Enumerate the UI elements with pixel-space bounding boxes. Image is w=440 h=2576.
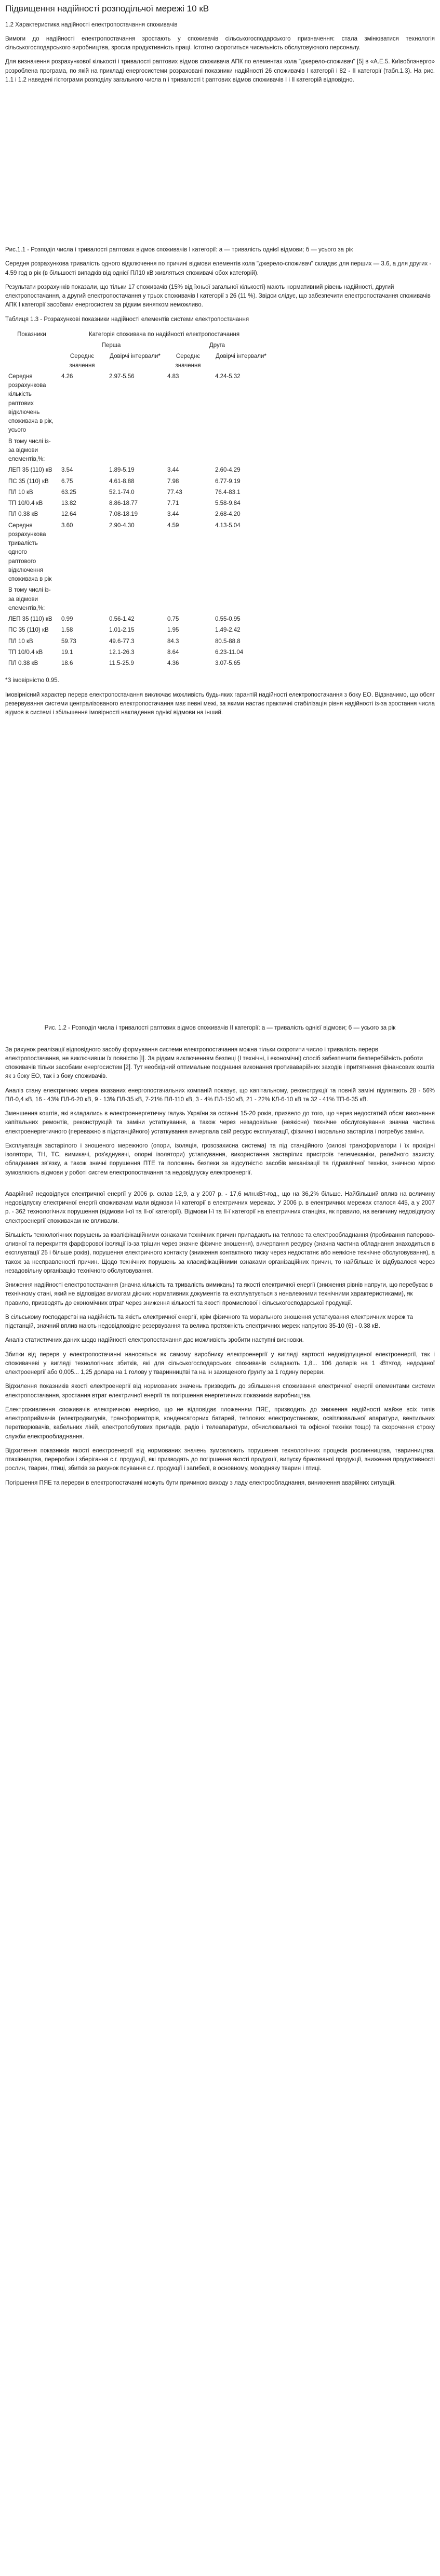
table-cell-label: ЛЕП 35 (110) кВ [8, 616, 52, 622]
paragraph: Аналіз статистичних даних щодо надійності електропостачання дає можливість зробити наступні висновки. [5, 1337, 304, 1344]
table-cell-second-avg: 7.71 [167, 500, 179, 506]
table-cell-first-avg: 63.25 [61, 489, 76, 496]
table-cell-first-avg: 13.82 [61, 500, 76, 506]
table-cell-second-avg: 7.98 [167, 478, 179, 485]
table-cell-second-avg: 3.44 [167, 511, 179, 518]
table-cell-label: В тому числі із-за відмови елементів,%: [8, 587, 51, 611]
table-row [5, 371, 270, 436]
table-row [5, 436, 270, 465]
section-heading: 1.2 Характеристика надійності електропостачання споживачів [5, 21, 178, 28]
table-cell-second-avg: 84.3 [167, 638, 179, 645]
table-cell-second-conf: 5.58-9.84 [215, 500, 241, 506]
table-cell-second-conf: 1.49-2.42 [215, 627, 241, 634]
table-cell-first-avg: 59.73 [61, 638, 76, 645]
table-cell-second-conf: 4.24-5.32 [215, 373, 241, 380]
table-cell-label: ПС 35 (110) кВ [8, 627, 49, 634]
table-header-avg: Середнє значення [175, 353, 201, 369]
table-cell-label: ПЛ 0.38 кВ [8, 511, 38, 518]
table-cell-first-conf: 11.5-25.9 [109, 660, 134, 666]
table-row [5, 614, 270, 625]
table-body [5, 371, 270, 670]
table-header-second: Друга [209, 342, 225, 349]
figure-1-1 [5, 90, 435, 246]
page [0, 2, 440, 1488]
table-cell-first-conf: 12.1-26.3 [109, 649, 135, 656]
paragraph: Зменшення коштів, які вкладались в електроенергетичну галузь України за останні 15-20 років, призвело до того, що через недостатній обсяг виконання капітальних ремонтів, реконструкцій та заміни устаткування, а також через незадовільне (неякісне) технічне обслуговування значна частина електроенергетичного (переважно в підстанційного) устаткування вичерпала свій ресурс експлуатації, фізично і морально застаріла і потребує заміни. [5, 1111, 435, 1135]
table-cell-second-conf: 2.60-4.29 [215, 467, 241, 474]
paragraph: Погіршення ПЯЕ та перерви в електропостачанні можуть бути причиною виходу з ладу електрообладнання, виникнення аварійних ситуацій. [5, 1479, 396, 1486]
table-cell-second-avg: 4.83 [167, 373, 179, 380]
table-cell-second-conf: 2.68-4.20 [215, 511, 241, 518]
table-cell-second-avg: 0.75 [167, 616, 179, 622]
table-cell-second-avg: 77.43 [167, 489, 182, 496]
table-cell-label: Середня розрахункова тривалість одного раптового відключення споживача в рік [8, 522, 52, 582]
table-cell-first-conf: 4.61-8.88 [109, 478, 135, 485]
paragraph: Збитки від перерв у електропостачанні наносяться як самому виробнику електроенергії у вигляді вартості недовідпущеної електроенергії, так і споживачеві у вигляді технологічних збитків, які для сільськогосподарських споживачів складають 1,8... 106 доларів на 1 кВт×год. недоданої електроенергії або 0,005... 1,25 долара на 1 голову у тваринництві та на ін захищеного ґрунту за 1 годину перерви. [5, 1351, 435, 1376]
table-header-indicators: Показники [17, 331, 46, 338]
table-cell-first-conf: 1.89-5.19 [109, 467, 135, 474]
paragraph: Відхилення показників якості електроенергії від нормованих значень призводить до збільшення споживання електричної енергії елементами системи електропостачання, зростання втрат електричної енергії та погіршення енергетичних показників виробництва. [5, 1383, 435, 1399]
paragraph: Експлуатація застарілого і зношеного мережного (опори, ізоляція, грозозахисна система) та під станційного (силові трансформатори і їх прохідні ізолятори, ТН, ТС, вимикачі, роз'єднувачі, опорні ізолятори) устаткування, використання застарілих пристроїв телемеханіки, релейного захисту, обладнання зв'язку, а також значні порушення ПТЕ та положень безпеки за відсутністю засобів механізації та гідравлічної техніки, значною мірою зумовлюють відмови у роботі систем електропостачання та недовідпуску електроенергії. [5, 1142, 435, 1176]
table-row [5, 647, 270, 658]
table-row [5, 487, 270, 498]
table-cell-first-avg [58, 585, 106, 614]
table-cell-second-avg: 1.95 [167, 627, 179, 634]
figure-1-2-caption: Рис. 1.2 - Розподіл числа і тривалості раптових відмов споживачів II категорії: а — тривалість однієї відмови; б — усього за рік [44, 1025, 396, 1032]
table-header-conf: Довірчі інтервали* [216, 353, 266, 360]
table-cell-label: ПЛ 10 кВ [8, 638, 33, 645]
paragraph: Аварійний недовідпуск електричної енергії у 2006 р. склав 12,9, а у 2007 р. - 17,6 млн.кВт-год., що на 36,2% більше. Найбільший вплив на величину недовідпуску електричної енергії споживачам мали відмови I-ї категорії в електричних мережах. У 2006 р. в електричних мережах сталося 445, а у 2007 р. - 362 технологічних порушення (відмови I-ої та II-ої категорії). Відмови I-ї та II-ї категорії на електричних станціях, як правило, на величину недовідпуску електроенергії споживачам не впливали. [5, 1191, 435, 1224]
table-header-conf: Довірчі інтервали* [110, 353, 161, 360]
table-cell-label: ПС 35 (110) кВ [8, 478, 49, 485]
reliability-table [5, 329, 270, 670]
table-cell-second-conf: 80.5-88.8 [215, 638, 241, 645]
table-cell-second-conf: 3.07-5.65 [215, 660, 241, 666]
table-row [5, 658, 270, 669]
paragraph: За рахунок реалізації відповідного засобу формування системи електропостачання можна тільки скоротити число і тривалість перерв електропостачання, не виключивши їх повністю [I]. За рідким виключенням безпеці (І технічні, і економічні) спосіб забезпечити безперебійність роботи споживачів тільки засобами енергосистем [2]. Тут необхідний оптимальне поєднання виконання противаварійних заходів і притягнення фінансових коштів як з боку ЕО, так і з боку споживачів. [5, 1046, 435, 1080]
table-cell-second-avg: 3.44 [167, 467, 179, 474]
table-header-avg: Середнє значення [69, 353, 95, 369]
table-cell-first-avg: 3.60 [61, 522, 73, 529]
paragraph: Середня розрахункова тривалість одного відключення по причині відмови елементів кола "джерело-споживач" складає для перших — 3.6, а для других - 4.59 год в рік (в більшості випадків від однієї ПЛ10 кВ живляться споживачі обох категорій). [5, 261, 432, 276]
paragraph: Відхилення показників якості електроенергії від нормованих значень зумовлюють порушення технологічних процесів рослинництва, тваринництва, птахівництва, переробки і зберігання с.г. продукції, які призводять до погіршення якості продукції, випуску бракованої продукції, зниження продуктивності рослин, тварин, птиці, збитків за рахунок псування с.г. продукції і загибелі, в основному, молодняку тварин і птиці. [5, 1447, 435, 1472]
table-cell-first-conf: 7.08-18.19 [109, 511, 138, 518]
table-cell-second-conf: 4.13-5.04 [215, 522, 241, 529]
paragraph: Більшість технологічних порушень за кваліфікаційними ознаками технічних причин припадають на теплове та електрообладнання (пробивання паперово-оливної та перекриття фарфорової ізоляції із-за тріщин через значне фізичне зношення), вичерпання ресурсу (значна частина обладнання знаходиться в експлуатації 25 і більше років), порушення електричного контакту (зниження контактного тиску через недостатнє або неякісне технічне обслуговування), а також за несправленості причин. Щодо технічних порушень за класифікаційними ознаками організаційних причин, то найбільше їх відбувалося через незадовільну організацію технічного обслуговування. [5, 1232, 435, 1274]
table-row [5, 476, 270, 487]
paragraph: Зниження надійності електропостачання (значна кількість та тривалість вимикань) та якості електричної енергії (зниження рівнів напруги, що перебуває в технічному стані, який не відповідає вимогам діючих нормативних документів та експлуатується з неналежними технічними характеристиками), як правило, призводять до економічних втрат через зниження кількості та якості промислової і сільськогосподарської продукції. [5, 1282, 433, 1306]
table-cell-second-conf: 6.77-9.19 [215, 478, 241, 485]
paragraph: Імовірнісний характер перерв електропостачання виключає можливість будь-яких гарантій надійності електропостачання з боку ЕО. Відзначимо, що обсяг резервування системи централізованого електропостачання має певні межі, за якими настає практичні стабілізація рівня надійності із-за зростання числа відмов в системі і збільшення імовірності накладення однієї відмови на інший. [5, 691, 435, 716]
table-cell-first-conf: 8.86-18.77 [109, 500, 138, 506]
table-cell-first-conf: 2.90-4.30 [109, 522, 135, 529]
table-cell-second-avg: 4.59 [167, 522, 179, 529]
table-cell-first-avg: 19.1 [61, 649, 73, 656]
paragraph: Для визначення розрахункової кількості і тривалості раптових відмов споживача АПК по елементах кола "джерело-споживач" [5] в «А.Е.5. Київоблэнерго» розроблена програма, по якій на прикладі енергосистеми розраховані показники надійності 26 споживачів I категорії і 82 - II категорії (табл.1.3). На рис. 1.1 і 1.2 наведені гістограми розподілу загального числа n і тривалості t раптових відмов споживачів I і II категорій відповідно. [5, 59, 435, 83]
table-cell-second-conf: 0.55-0.95 [215, 616, 241, 622]
table-cell-first-avg: 4.26 [61, 373, 73, 380]
table-cell-first-conf [106, 436, 164, 465]
table-footnote: *З імовірністю 0.95. [5, 677, 59, 684]
table-cell-label: ПЛ 10 кВ [8, 489, 33, 496]
paragraph: Вимоги до надійності електропостачання зростають у споживачів сільськогосподарського призначення: стала змінюватися технологія сільськогосподарського виробництва, зросла продуктивність праці. Істотно скоротиться чисельність обслуговуючого персоналу. [5, 35, 435, 51]
table-cell-label: ТП 10/0.4 кВ [8, 500, 43, 506]
table-row [5, 509, 270, 520]
table-cell-second-avg [164, 436, 212, 465]
table-cell-first-avg: 1.58 [61, 627, 73, 634]
table-cell-first-avg: 6.75 [61, 478, 73, 485]
figure-1-2 [5, 723, 435, 1024]
paragraph: Аналіз стану електричних мереж вказаних енергопостачальних компаній показує, що капітальному, реконструкції та повній заміні підлягають 28 - 56% ПЛ-0,4 кВ, 16 - 43% ПЛ-6-20 кВ, 9 - 13% ПЛ-35 кВ, 7-21% ПЛ-110 кВ, 3 - 4% ПЛ-150 кВ, 21 - 22% КЛ-6-10 кВ та 32 - 41% ТП-6-35 кВ. [5, 1087, 435, 1103]
table-cell-label: Середня розрахункова кількість раптових відключень споживача в рік, усього [8, 373, 54, 434]
table-cell-label: ТП 10/0.4 кВ [8, 649, 43, 656]
table-cell-first-conf [106, 585, 164, 614]
table-row [5, 520, 270, 585]
paragraph: Електроживлення споживачів електричною енергією, що не відповідає пложенням ПЯЕ, призводить до зниження надійності майже всіх типів електроприймачів (електродвигунів, трансформаторів, конденсаторних батарей, теплових електроустановок, освітлювальної апаратури, вентильних перетворювачів, кабельних ліній, електропобутових приладів, радіо і телеапаратури, обчислювальної та офісної техніки тощо) та скорочення строку служби електрообладнання. [5, 1406, 435, 1440]
table-cell-second-conf: 76.4-83.1 [215, 489, 241, 496]
table-cell-first-avg [58, 436, 106, 465]
table-cell-first-avg: 18.6 [61, 660, 73, 666]
figure-1-1-caption: Рис.1.1 - Розподіл числа і тривалості раптових відмов споживачів I категорії: а — тривалість однієї відмови; б — усього за рік [5, 247, 353, 253]
table-caption: Таблиця 1.3 - Розрахункові показники надійності елементів системи електропостачання [5, 316, 249, 323]
table-cell-label: В тому числі із-за відмови елементів,%: [8, 438, 51, 462]
table-cell-first-avg: 3.54 [61, 467, 73, 474]
table-header-row [5, 329, 270, 340]
table-cell-second-avg: 4.36 [167, 660, 179, 666]
table-cell-first-conf: 0.56-1.42 [109, 616, 135, 622]
table-cell-second-conf [212, 436, 270, 465]
table-cell-second-avg: 8.64 [167, 649, 179, 656]
paragraph: В сільському господарстві на надійність та якість електричної енергії, крім фізичного та морального зношення устаткування електричних мереж та підстанцій, значний вплив мають недовідповідне резервування та велика протяжність електричних мереж напругою 35-10 (6) - 0.38 кВ. [5, 1314, 414, 1329]
table-cell-first-conf: 1.01-2.15 [109, 627, 135, 634]
table-cell-label: ЛЕП 35 (110) кВ [8, 467, 52, 474]
table-cell-label: ПЛ 0.38 кВ [8, 660, 38, 666]
table-cell-first-avg: 12.64 [61, 511, 76, 518]
table-cell-first-avg: 0.99 [61, 616, 73, 622]
table-row [5, 498, 270, 509]
table-cell-second-conf [212, 585, 270, 614]
paragraph: Результати розрахунків показали, що тільки 17 споживачів (15% від їхньої загальної кількості) мають нормативний рівень надійності, другий електропостачання, а другий електропостачання у трьох споживачів I категорії з 26 (11 %). Звідси слідує, що забезпечити електропостачання споживачів АПК I категорії засобами енергосистем за рідким винятком неможливо. [5, 284, 431, 309]
table-row [5, 465, 270, 476]
table-row [5, 585, 270, 614]
table-cell-first-conf: 2.97-5.56 [109, 373, 135, 380]
table-cell-second-conf: 6.23-11.04 [215, 649, 244, 656]
page-title: Підвищення надійності розподільчої мережі 10 кВ [5, 4, 209, 14]
table-cell-first-conf: 52.1-74.0 [109, 489, 135, 496]
table-cell-second-avg [164, 585, 212, 614]
table-cell-first-conf: 49.6-77.3 [109, 638, 135, 645]
table-row [5, 636, 270, 647]
table-row [5, 625, 270, 636]
table-header-category: Категорія споживача по надійності електропостачання [88, 331, 240, 338]
table-header-first: Перша [101, 342, 121, 349]
